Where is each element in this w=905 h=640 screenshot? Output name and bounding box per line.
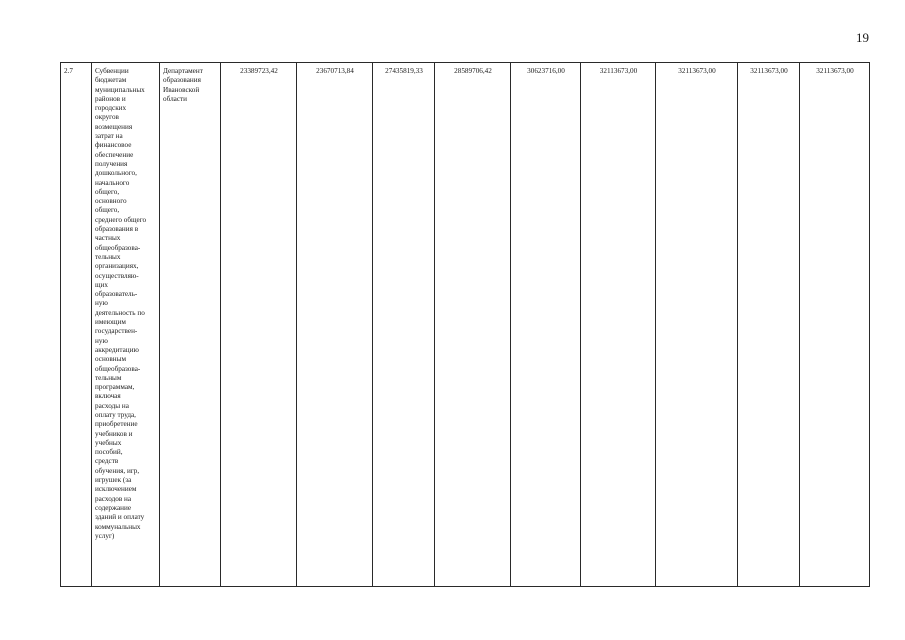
department-cell: Департамент образования Ивановской области [160, 63, 221, 587]
budget-table [60, 62, 870, 587]
value-cell: 23389723,42 [221, 63, 297, 587]
value-cell: 30623716,00 [511, 63, 581, 587]
value-cell: 32113673,00 [738, 63, 800, 587]
row-index-cell: 2.7 [61, 63, 92, 587]
page-number: 19 [856, 30, 869, 45]
value-cell: 23670713,84 [297, 63, 373, 587]
value-cell: 28589706,42 [435, 63, 511, 587]
value-cell: 32113673,00 [656, 63, 738, 587]
description-cell: Субвенции бюджетам муниципальных районов и городских округов возмещения затрат на финансовое обеспечение получения дошкольного, начального общего, основного общего, среднего общего образования в частных общеобразова- тельных организациях, осуществляю- щих образователь- ную деятельность по имеющим государствен- ную аккредитацию основным общеобразова- тельным программам, включая расходы на оплату труда, приобретение учебников и учебных пособий, средств обучения, игр, игрушек (за исключением расходов на содержание зданий и оплату коммунальных услуг) [92, 63, 160, 587]
value-cell: 32113673,00 [800, 63, 870, 587]
value-cell: 27435819,33 [373, 63, 435, 587]
table-row [61, 63, 870, 587]
value-cell: 32113673,00 [581, 63, 656, 587]
